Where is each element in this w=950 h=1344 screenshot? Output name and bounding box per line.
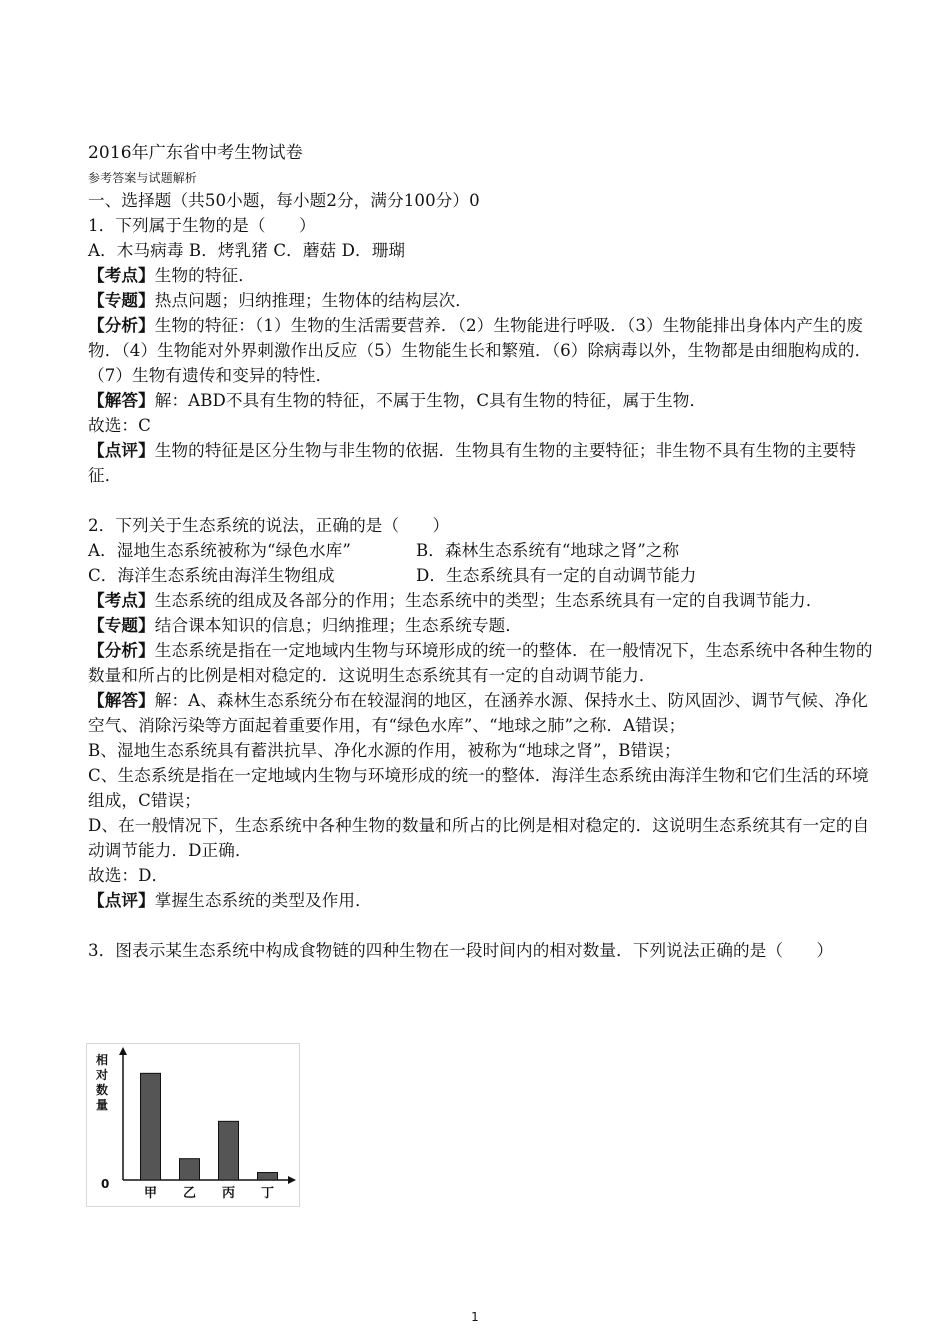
fenxi-text: 生态系统是指在一定地域内生物与环境形成的统一的整体．在一般情况下，生态系统中各种生物的数量和所占的比例是相对稳定的．这说明生态系统其有一定的自动调节能力． xyxy=(88,641,873,685)
x-tick-label-3: 丁 xyxy=(260,1186,275,1201)
q1-answer: 故选：C xyxy=(88,416,151,435)
x-axis-arrow xyxy=(288,1176,296,1184)
section-heading: 一、选择题（共50小题，每小题2分，满分100分）0 xyxy=(88,191,480,210)
dianping-text: 掌握生态系统的类型及作用． xyxy=(154,891,372,910)
page-subtitle: 参考答案与试题解析 xyxy=(88,171,197,185)
x-tick-label-0: 甲 xyxy=(143,1186,158,1201)
jieda-tag: 【解答】 xyxy=(88,691,155,710)
q2-jieda-c: C、生态系统是指在一定地域内生物与环境形成的统一的整体．海洋生态系统由海洋生物和它们生活的环境组成，C错误； xyxy=(88,766,869,810)
q2-jieda-b: B、湿地生态系统具有蓄洪抗旱、净化水源的作用，被称为“地球之肾”，B错误； xyxy=(88,741,681,760)
q1-jieda xyxy=(88,388,878,413)
q2-option-b: B．森林生态系统有“地球之肾”之称 xyxy=(416,541,680,560)
q2-fenxi xyxy=(88,638,878,688)
q1-dianping xyxy=(88,438,878,488)
bar-1 xyxy=(180,1159,200,1180)
q3-chart xyxy=(86,1043,300,1207)
q2-options-cd xyxy=(88,563,878,588)
q3-stem: 3．图表示某生态系统中构成食物链的四种生物在一段时间内的相对数量．下列说法正确的是（ ） xyxy=(88,941,834,960)
dianping-tag: 【点评】 xyxy=(88,441,155,460)
q1-kaodian xyxy=(88,263,878,288)
q2-answer: 故选：D． xyxy=(88,866,169,885)
y-axis-arrow xyxy=(119,1047,127,1055)
page-title: 2016年广东省中考生物试卷 xyxy=(88,143,303,163)
q2-option-a: A．湿地生态系统被称为“绿色水库” xyxy=(88,541,351,560)
q2-zhuanti xyxy=(88,613,878,638)
bar-3 xyxy=(258,1173,278,1180)
q1-options: A．木马病毒 B．烤乳猪 C．蘑菇 D．珊瑚 xyxy=(88,241,406,260)
kaodian-text: 生态系统的组成及各部分的作用；生态系统中的类型；生态系统具有一定的自我调节能力． xyxy=(154,591,823,610)
x-tick-label-1: 乙 xyxy=(182,1186,197,1201)
q2-jieda-d: D、在一般情况下，生态系统中各种生物的数量和所占的比例是相对稳定的．这说明生态系统其有一定的自动调节能力．D正确． xyxy=(88,816,870,860)
dianping-text: 生物的特征是区分生物与非生物的依据．生物具有生物的主要特征；非生物不具有生物的主要特征． xyxy=(88,441,856,485)
q1-fenxi xyxy=(88,313,878,388)
page-number: 1 xyxy=(471,1310,479,1324)
q2-kaodian xyxy=(88,588,878,613)
zhuanti-tag: 【专题】 xyxy=(88,291,155,310)
jieda-text: 解：ABD不具有生物的特征，不属于生物，C具有生物的特征，属于生物． xyxy=(154,391,707,410)
spacer xyxy=(88,913,878,938)
dianping-tag: 【点评】 xyxy=(88,891,155,910)
fenxi-text: 生物的特征：（1）生物的生活需要营养．（2）生物能进行呼吸．（3）生物能排出身体内产生的废物．（4）生物能对外界刺激作出反应（5）生物能生长和繁殖．（6）除病毒以外，生物都是由细胞构成的．（7）生物有遗传和变异的特性． xyxy=(88,316,872,385)
kaodian-tag: 【考点】 xyxy=(88,591,155,610)
q2-option-c: C．海洋生态系统由海洋生物组成 xyxy=(88,566,335,585)
zhuanti-text: 结合课本知识的信息；归纳推理；生态系统专题． xyxy=(154,616,523,635)
q1-zhuanti xyxy=(88,288,878,313)
x-tick-label-2: 丙 xyxy=(221,1186,236,1201)
y-axis-label: 相对数量 xyxy=(96,1053,109,1112)
bar-chart xyxy=(87,1044,299,1206)
q2-option-d: D．生态系统具有一定的自动调节能力 xyxy=(416,566,697,585)
zhuanti-tag: 【专题】 xyxy=(88,616,155,635)
document-body xyxy=(88,140,878,963)
fenxi-tag: 【分析】 xyxy=(88,316,155,335)
origin-label: 0 xyxy=(101,1177,110,1191)
q1-stem: 1．下列属于生物的是（ ） xyxy=(88,216,316,235)
fenxi-tag: 【分析】 xyxy=(88,641,155,660)
spacer xyxy=(88,488,878,513)
q2-dianping xyxy=(88,888,878,913)
kaodian-tag: 【考点】 xyxy=(88,266,155,285)
bar-0 xyxy=(141,1073,161,1180)
q2-options-ab xyxy=(88,538,878,563)
kaodian-text: 生物的特征． xyxy=(154,266,255,285)
q2-jieda xyxy=(88,688,878,738)
q2-stem: 2．下列关于生态系统的说法，正确的是（ ） xyxy=(88,516,450,535)
bar-2 xyxy=(219,1121,239,1180)
jieda-tag: 【解答】 xyxy=(88,391,155,410)
zhuanti-text: 热点问题；归纳推理；生物体的结构层次． xyxy=(154,291,472,310)
jieda-text: 解：A、森林生态系统分布在较湿润的地区，在涵养水源、保持水土、防风固沙、调节气候、净化空气、消除污染等方面起着重要作用，有“绿色水库”、“地球之肺”之称．A错误； xyxy=(88,691,868,735)
